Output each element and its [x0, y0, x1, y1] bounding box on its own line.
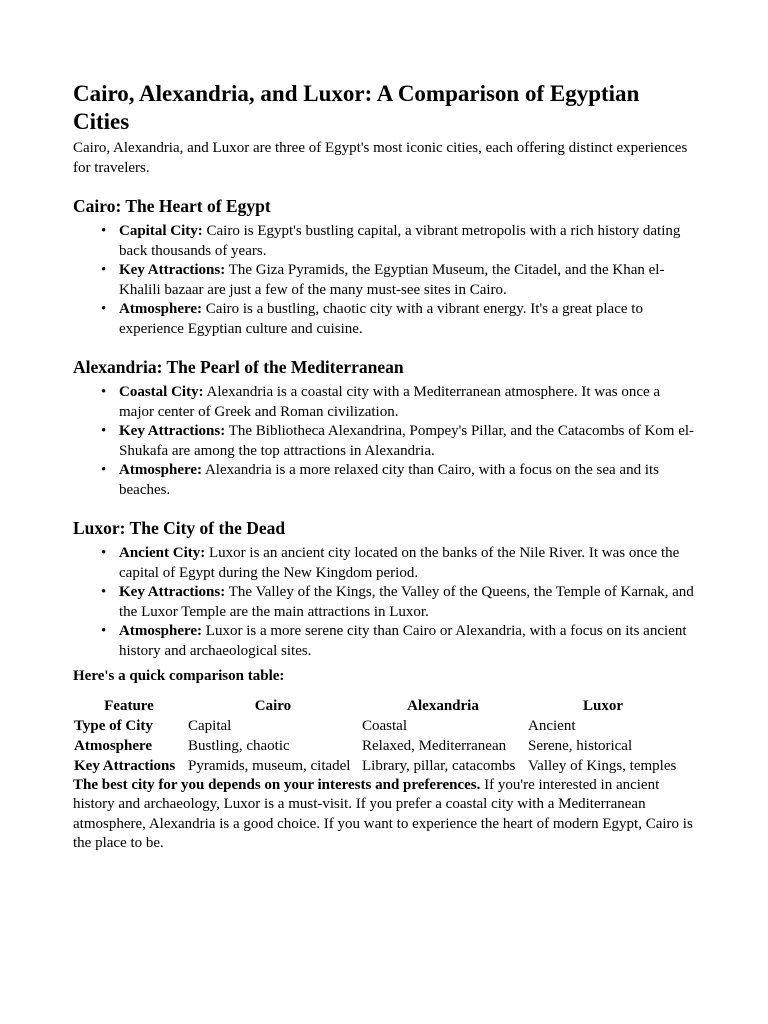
- item-lead: Key Attractions:: [119, 423, 226, 439]
- section-luxor: [73, 517, 698, 661]
- table-row-header: Atmosphere: [74, 737, 153, 754]
- item-text: Cairo is Egypt's bustling capital, a vibrant metropolis with a rich history dating back thousands of years.: [119, 223, 681, 259]
- table-header-cell: Alexandria: [407, 697, 479, 714]
- bullet-list: [73, 222, 698, 339]
- table-header-row: [72, 696, 680, 716]
- list-item: [119, 383, 698, 422]
- table-cell: Ancient: [528, 717, 576, 734]
- item-lead: Atmosphere:: [119, 301, 203, 317]
- table-row-header: Key Attractions: [74, 757, 176, 774]
- bullet-list: [73, 383, 698, 500]
- item-text: Luxor is a more serene city than Cairo or Alexandria, with a focus on its ancient history and archaeological sites.: [119, 623, 687, 659]
- list-item: [119, 261, 698, 300]
- table-cell: Serene, historical: [528, 737, 633, 754]
- table-header-cell: Feature: [104, 697, 154, 714]
- section-heading: Luxor: The City of the Dead: [73, 518, 286, 538]
- item-lead: Key Attractions:: [119, 262, 226, 278]
- item-lead: Capital City:: [119, 223, 203, 239]
- list-item: [119, 422, 698, 461]
- item-lead: Key Attractions:: [119, 584, 226, 600]
- intro-paragraph: Cairo, Alexandria, and Luxor are three of Egypt's most iconic cities, each offering distinct experiences for travelers.: [73, 140, 688, 176]
- section-alexandria: [73, 356, 698, 500]
- list-item: [119, 300, 698, 339]
- item-text: The Valley of the Kings, the Valley of the Queens, the Temple of Karnak, and the Luxor Temple are the main attractions in Luxor.: [119, 584, 694, 620]
- table-cell: Coastal: [362, 717, 407, 734]
- item-lead: Coastal City:: [119, 384, 204, 400]
- list-item: [119, 461, 698, 500]
- item-text: Luxor is an ancient city located on the banks of the Nile River. It was once the capital of Egypt during the New Kingdom period.: [119, 545, 680, 581]
- table-intro: Here's a quick comparison table:: [73, 668, 285, 684]
- table-cell: Bustling, chaotic: [188, 737, 290, 754]
- table-cell: Relaxed, Mediterranean: [362, 737, 507, 754]
- conclusion-paragraph: [73, 776, 698, 854]
- item-text: Cairo is a bustling, chaotic city with a vibrant energy. It's a great place to experience Egyptian culture and cuisine.: [119, 301, 643, 337]
- item-lead: Atmosphere:: [119, 462, 203, 478]
- comparison-table: [72, 696, 680, 776]
- bullet-list: [73, 544, 698, 661]
- table-cell: Valley of Kings, temples: [528, 757, 677, 774]
- table-row: [72, 756, 680, 776]
- section-heading: Alexandria: The Pearl of the Mediterranean: [73, 357, 404, 377]
- table-header-cell: Luxor: [582, 697, 623, 714]
- list-item: [119, 622, 698, 661]
- section-heading: Cairo: The Heart of Egypt: [73, 196, 271, 216]
- item-lead: Atmosphere:: [119, 623, 203, 639]
- conclusion-text: If you're interested in ancient history and archaeology, Luxor is a must-visit. If you prefer a coastal city with a Mediterranean atmosphere, Alexandria is a good choice. If you want to experience the heart of modern Egypt, Cairo is the place to be.: [73, 776, 693, 851]
- list-item: [119, 222, 698, 261]
- item-text: The Bibliotheca Alexandrina, Pompey's Pillar, and the Catacombs of Kom el-Shukafa are among the top attractions in Alexandria.: [119, 423, 695, 459]
- document-page: [73, 80, 698, 854]
- table-cell: Library, pillar, catacombs: [362, 757, 516, 774]
- page-title: Cairo, Alexandria, and Luxor: A Comparison of Egyptian Cities: [73, 81, 640, 134]
- conclusion-lead: The best city for you depends on your interests and preferences.: [73, 776, 481, 793]
- item-text: Alexandria is a more relaxed city than Cairo, with a focus on the sea and its beaches.: [119, 462, 659, 498]
- item-lead: Ancient City:: [119, 545, 206, 561]
- list-item: [119, 583, 698, 622]
- table-cell: Pyramids, museum, citadel: [188, 757, 351, 774]
- table-header-cell: Cairo: [254, 697, 292, 714]
- table-row-header: Type of City: [74, 717, 153, 734]
- table-row: [72, 716, 680, 736]
- list-item: [119, 544, 698, 583]
- item-text: The Giza Pyramids, the Egyptian Museum, the Citadel, and the Khan el-Khalili bazaar are just a few of the many must-see sites in Cairo.: [119, 262, 665, 298]
- section-cairo: [73, 195, 698, 339]
- table-row: [72, 736, 680, 756]
- item-text: Alexandria is a coastal city with a Mediterranean atmosphere. It was once a major center of Greek and Roman civilization.: [119, 384, 661, 420]
- table-cell: Capital: [188, 717, 232, 734]
